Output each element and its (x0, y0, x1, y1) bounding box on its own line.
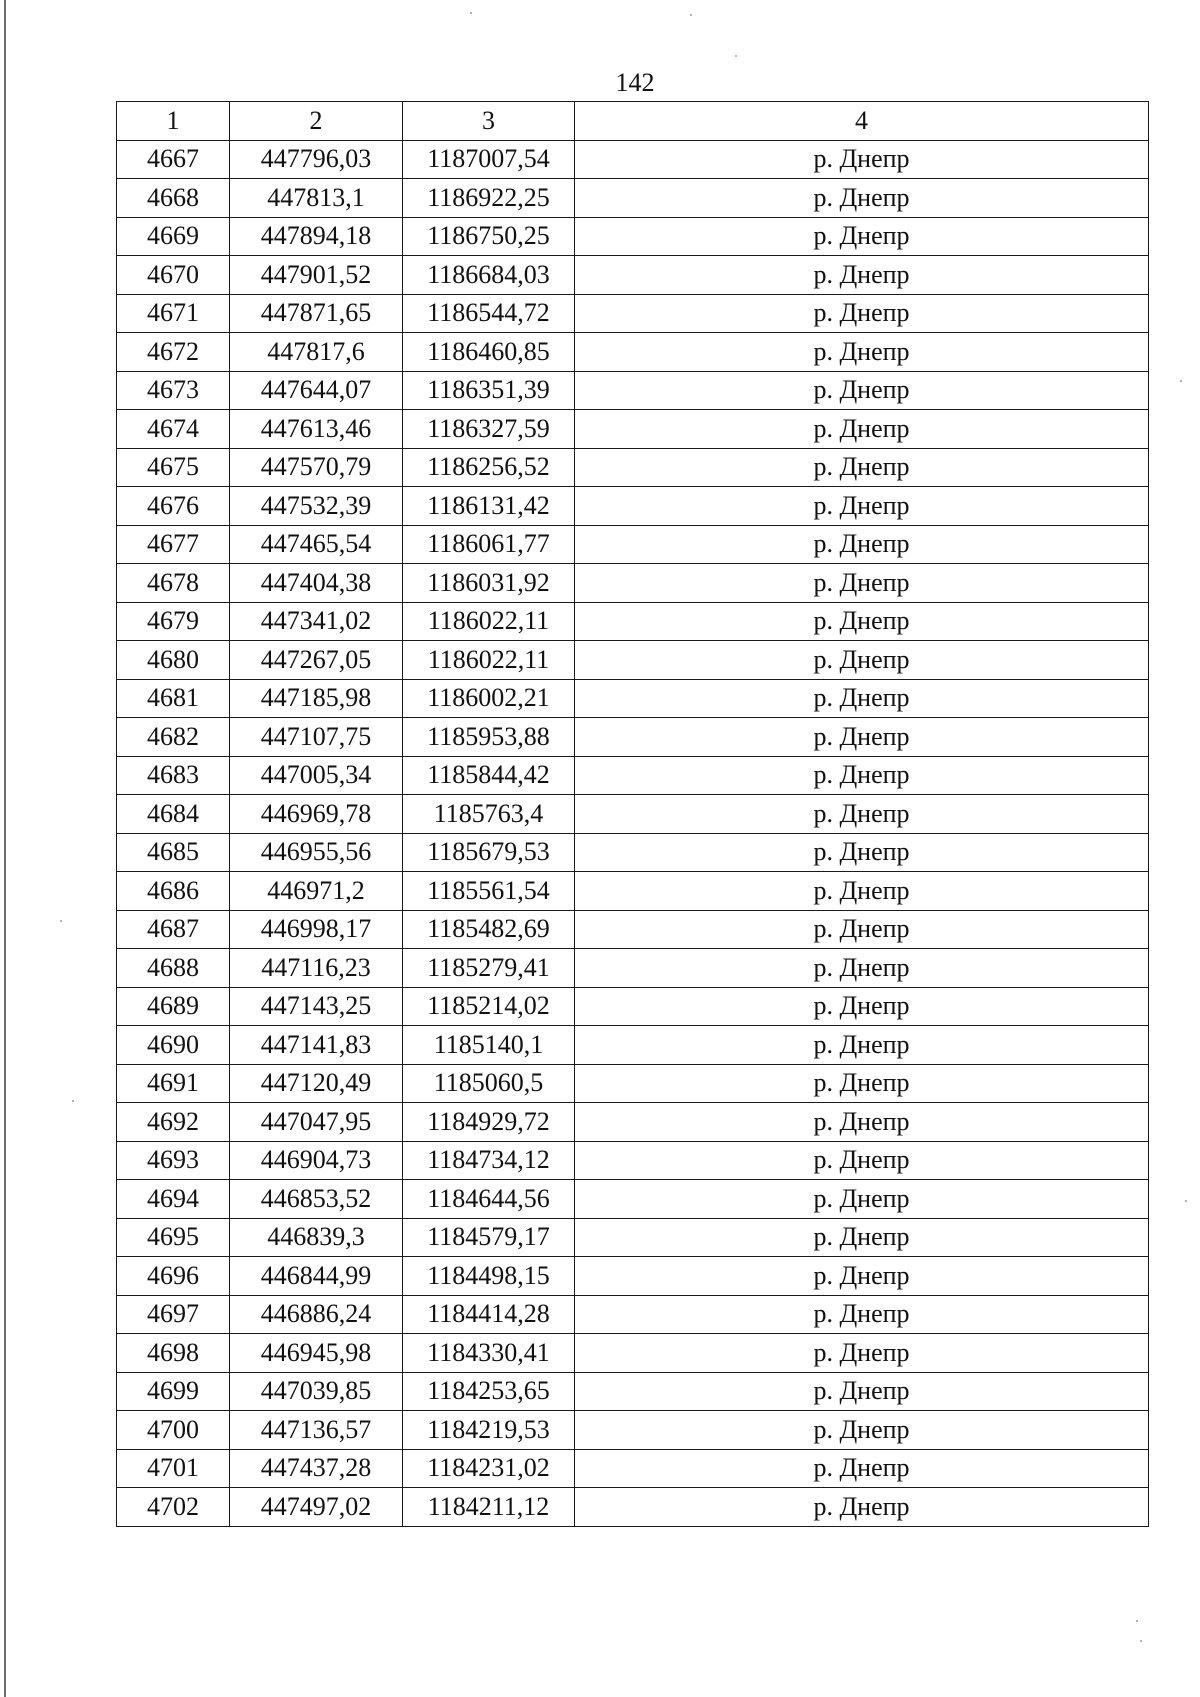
point-number-cell: 4678 (117, 564, 230, 603)
y-coordinate-cell: 1184211,12 (403, 1488, 575, 1527)
point-number-cell: 4675 (117, 448, 230, 487)
y-coordinate-cell: 1186684,03 (403, 256, 575, 295)
table-row (117, 1180, 1149, 1219)
x-coordinate-cell: 446844,99 (230, 1257, 403, 1296)
y-coordinate-cell: 1184414,28 (403, 1295, 575, 1334)
table-row (117, 1411, 1149, 1450)
y-coordinate-cell: 1184579,17 (403, 1218, 575, 1257)
x-coordinate-cell: 447901,52 (230, 256, 403, 295)
y-coordinate-cell: 1185482,69 (403, 910, 575, 949)
column-header-2: 2 (230, 102, 403, 141)
scan-speck (1185, 1200, 1187, 1202)
boundary-description-cell: р. Днепр (575, 256, 1149, 295)
table-row (117, 256, 1149, 295)
boundary-description-cell: р. Днепр (575, 1372, 1149, 1411)
x-coordinate-cell: 447570,79 (230, 448, 403, 487)
point-number-cell: 4683 (117, 756, 230, 795)
point-number-cell: 4684 (117, 795, 230, 834)
boundary-description-cell: р. Днепр (575, 910, 1149, 949)
point-number-cell: 4667 (117, 140, 230, 179)
y-coordinate-cell: 1185679,53 (403, 833, 575, 872)
boundary-description-cell: р. Днепр (575, 795, 1149, 834)
boundary-description-cell: р. Днепр (575, 1488, 1149, 1527)
table-row (117, 487, 1149, 526)
boundary-description-cell: р. Днепр (575, 718, 1149, 757)
point-number-cell: 4677 (117, 525, 230, 564)
boundary-description-cell: р. Днепр (575, 641, 1149, 680)
scan-speck (1136, 1620, 1138, 1622)
point-number-cell: 4700 (117, 1411, 230, 1450)
y-coordinate-cell: 1185953,88 (403, 718, 575, 757)
y-coordinate-cell: 1184498,15 (403, 1257, 575, 1296)
x-coordinate-cell: 447136,57 (230, 1411, 403, 1450)
column-header-1: 1 (117, 102, 230, 141)
point-number-cell: 4673 (117, 371, 230, 410)
y-coordinate-cell: 1187007,54 (403, 140, 575, 179)
x-coordinate-cell: 447813,1 (230, 179, 403, 218)
point-number-cell: 4690 (117, 1026, 230, 1065)
x-coordinate-cell: 447404,38 (230, 564, 403, 603)
x-coordinate-cell: 446955,56 (230, 833, 403, 872)
table-row (117, 1372, 1149, 1411)
x-coordinate-cell: 447613,46 (230, 410, 403, 449)
point-number-cell: 4670 (117, 256, 230, 295)
boundary-description-cell: р. Днепр (575, 487, 1149, 526)
y-coordinate-cell: 1186131,42 (403, 487, 575, 526)
x-coordinate-cell: 447894,18 (230, 217, 403, 256)
boundary-description-cell: р. Днепр (575, 872, 1149, 911)
point-number-cell: 4695 (117, 1218, 230, 1257)
boundary-description-cell: р. Днепр (575, 410, 1149, 449)
point-number-cell: 4696 (117, 1257, 230, 1296)
y-coordinate-cell: 1186256,52 (403, 448, 575, 487)
y-coordinate-cell: 1185140,1 (403, 1026, 575, 1065)
y-coordinate-cell: 1186031,92 (403, 564, 575, 603)
point-number-cell: 4692 (117, 1103, 230, 1142)
boundary-description-cell: р. Днепр (575, 1180, 1149, 1219)
x-coordinate-cell: 447465,54 (230, 525, 403, 564)
scan-speck (690, 14, 692, 16)
x-coordinate-cell: 447039,85 (230, 1372, 403, 1411)
table-row (117, 333, 1149, 372)
boundary-description-cell: р. Днепр (575, 1449, 1149, 1488)
point-number-cell: 4698 (117, 1334, 230, 1373)
y-coordinate-cell: 1185214,02 (403, 987, 575, 1026)
y-coordinate-cell: 1185279,41 (403, 949, 575, 988)
table-row (117, 1218, 1149, 1257)
table-row (117, 910, 1149, 949)
table-row (117, 1295, 1149, 1334)
scan-speck (60, 920, 62, 922)
boundary-description-cell: р. Днепр (575, 525, 1149, 564)
x-coordinate-cell: 447341,02 (230, 602, 403, 641)
boundary-description-cell: р. Днепр (575, 1257, 1149, 1296)
point-number-cell: 4668 (117, 179, 230, 218)
x-coordinate-cell: 447437,28 (230, 1449, 403, 1488)
table-row (117, 756, 1149, 795)
x-coordinate-cell: 447116,23 (230, 949, 403, 988)
y-coordinate-cell: 1184219,53 (403, 1411, 575, 1450)
point-number-cell: 4702 (117, 1488, 230, 1527)
x-coordinate-cell: 447005,34 (230, 756, 403, 795)
boundary-description-cell: р. Днепр (575, 1064, 1149, 1103)
x-coordinate-cell: 447817,6 (230, 333, 403, 372)
x-coordinate-cell: 447185,98 (230, 679, 403, 718)
boundary-description-cell: р. Днепр (575, 987, 1149, 1026)
table-row (117, 641, 1149, 680)
y-coordinate-cell: 1184253,65 (403, 1372, 575, 1411)
x-coordinate-cell: 447267,05 (230, 641, 403, 680)
table-row (117, 179, 1149, 218)
point-number-cell: 4671 (117, 294, 230, 333)
table-row (117, 833, 1149, 872)
table-row (117, 564, 1149, 603)
boundary-description-cell: р. Днепр (575, 1026, 1149, 1065)
table-row (117, 1334, 1149, 1373)
y-coordinate-cell: 1184231,02 (403, 1449, 575, 1488)
boundary-description-cell: р. Днепр (575, 564, 1149, 603)
boundary-description-cell: р. Днепр (575, 1141, 1149, 1180)
boundary-description-cell: р. Днепр (575, 1411, 1149, 1450)
point-number-cell: 4679 (117, 602, 230, 641)
y-coordinate-cell: 1185060,5 (403, 1064, 575, 1103)
point-number-cell: 4682 (117, 718, 230, 757)
table-row (117, 949, 1149, 988)
y-coordinate-cell: 1185844,42 (403, 756, 575, 795)
table-row (117, 1257, 1149, 1296)
y-coordinate-cell: 1186022,11 (403, 641, 575, 680)
x-coordinate-cell: 447871,65 (230, 294, 403, 333)
x-coordinate-cell: 447532,39 (230, 487, 403, 526)
point-number-cell: 4674 (117, 410, 230, 449)
y-coordinate-cell: 1184330,41 (403, 1334, 575, 1373)
page-number: 142 (615, 68, 655, 97)
y-coordinate-cell: 1186061,77 (403, 525, 575, 564)
table-row (117, 1141, 1149, 1180)
column-header-4: 4 (575, 102, 1149, 141)
y-coordinate-cell: 1184644,56 (403, 1180, 575, 1219)
point-number-cell: 4676 (117, 487, 230, 526)
y-coordinate-cell: 1186922,25 (403, 179, 575, 218)
y-coordinate-cell: 1184929,72 (403, 1103, 575, 1142)
table-row (117, 679, 1149, 718)
scan-speck (1140, 1640, 1142, 1642)
point-number-cell: 4672 (117, 333, 230, 372)
boundary-description-cell: р. Днепр (575, 949, 1149, 988)
table-row (117, 371, 1149, 410)
coordinates-table (116, 101, 1149, 1527)
x-coordinate-cell: 446971,2 (230, 872, 403, 911)
table-header-row (117, 102, 1149, 141)
x-coordinate-cell: 447120,49 (230, 1064, 403, 1103)
table-row (117, 872, 1149, 911)
scan-speck (1180, 380, 1182, 382)
point-number-cell: 4685 (117, 833, 230, 872)
table-row (117, 140, 1149, 179)
table-row (117, 1103, 1149, 1142)
y-coordinate-cell: 1186002,21 (403, 679, 575, 718)
table-row (117, 1026, 1149, 1065)
x-coordinate-cell: 446886,24 (230, 1295, 403, 1334)
y-coordinate-cell: 1185763,4 (403, 795, 575, 834)
table-row (117, 718, 1149, 757)
boundary-description-cell: р. Днепр (575, 1295, 1149, 1334)
x-coordinate-cell: 446998,17 (230, 910, 403, 949)
scan-speck (470, 12, 472, 14)
boundary-description-cell: р. Днепр (575, 1103, 1149, 1142)
boundary-description-cell: р. Днепр (575, 1334, 1149, 1373)
x-coordinate-cell: 446853,52 (230, 1180, 403, 1219)
boundary-description-cell: р. Днепр (575, 602, 1149, 641)
table-row (117, 525, 1149, 564)
boundary-description-cell: р. Днепр (575, 333, 1149, 372)
scan-border-line (4, 0, 6, 1697)
x-coordinate-cell: 446839,3 (230, 1218, 403, 1257)
point-number-cell: 4694 (117, 1180, 230, 1219)
x-coordinate-cell: 447796,03 (230, 140, 403, 179)
y-coordinate-cell: 1185561,54 (403, 872, 575, 911)
table-row (117, 1488, 1149, 1527)
x-coordinate-cell: 447497,02 (230, 1488, 403, 1527)
point-number-cell: 4680 (117, 641, 230, 680)
point-number-cell: 4686 (117, 872, 230, 911)
point-number-cell: 4687 (117, 910, 230, 949)
table-row (117, 294, 1149, 333)
x-coordinate-cell: 447107,75 (230, 718, 403, 757)
point-number-cell: 4689 (117, 987, 230, 1026)
boundary-description-cell: р. Днепр (575, 140, 1149, 179)
boundary-description-cell: р. Днепр (575, 371, 1149, 410)
boundary-description-cell: р. Днепр (575, 217, 1149, 256)
table-row (117, 987, 1149, 1026)
x-coordinate-cell: 447047,95 (230, 1103, 403, 1142)
table-row (117, 448, 1149, 487)
y-coordinate-cell: 1186022,11 (403, 602, 575, 641)
table-row (117, 602, 1149, 641)
point-number-cell: 4701 (117, 1449, 230, 1488)
point-number-cell: 4688 (117, 949, 230, 988)
scan-speck (72, 1100, 74, 1102)
y-coordinate-cell: 1186544,72 (403, 294, 575, 333)
boundary-description-cell: р. Днепр (575, 679, 1149, 718)
boundary-description-cell: р. Днепр (575, 448, 1149, 487)
table-row (117, 217, 1149, 256)
y-coordinate-cell: 1186750,25 (403, 217, 575, 256)
boundary-description-cell: р. Днепр (575, 179, 1149, 218)
y-coordinate-cell: 1186327,59 (403, 410, 575, 449)
table-row (117, 1449, 1149, 1488)
point-number-cell: 4681 (117, 679, 230, 718)
boundary-description-cell: р. Днепр (575, 294, 1149, 333)
point-number-cell: 4693 (117, 1141, 230, 1180)
x-coordinate-cell: 446969,78 (230, 795, 403, 834)
x-coordinate-cell: 447143,25 (230, 987, 403, 1026)
y-coordinate-cell: 1186351,39 (403, 371, 575, 410)
point-number-cell: 4697 (117, 1295, 230, 1334)
x-coordinate-cell: 447141,83 (230, 1026, 403, 1065)
column-header-3: 3 (403, 102, 575, 141)
y-coordinate-cell: 1184734,12 (403, 1141, 575, 1180)
boundary-description-cell: р. Днепр (575, 756, 1149, 795)
point-number-cell: 4669 (117, 217, 230, 256)
x-coordinate-cell: 447644,07 (230, 371, 403, 410)
table-row (117, 1064, 1149, 1103)
point-number-cell: 4699 (117, 1372, 230, 1411)
table-row (117, 410, 1149, 449)
x-coordinate-cell: 446945,98 (230, 1334, 403, 1373)
table-body (117, 140, 1149, 1526)
table-row (117, 795, 1149, 834)
boundary-description-cell: р. Днепр (575, 833, 1149, 872)
point-number-cell: 4691 (117, 1064, 230, 1103)
boundary-description-cell: р. Днепр (575, 1218, 1149, 1257)
y-coordinate-cell: 1186460,85 (403, 333, 575, 372)
scan-speck (735, 55, 737, 57)
x-coordinate-cell: 446904,73 (230, 1141, 403, 1180)
